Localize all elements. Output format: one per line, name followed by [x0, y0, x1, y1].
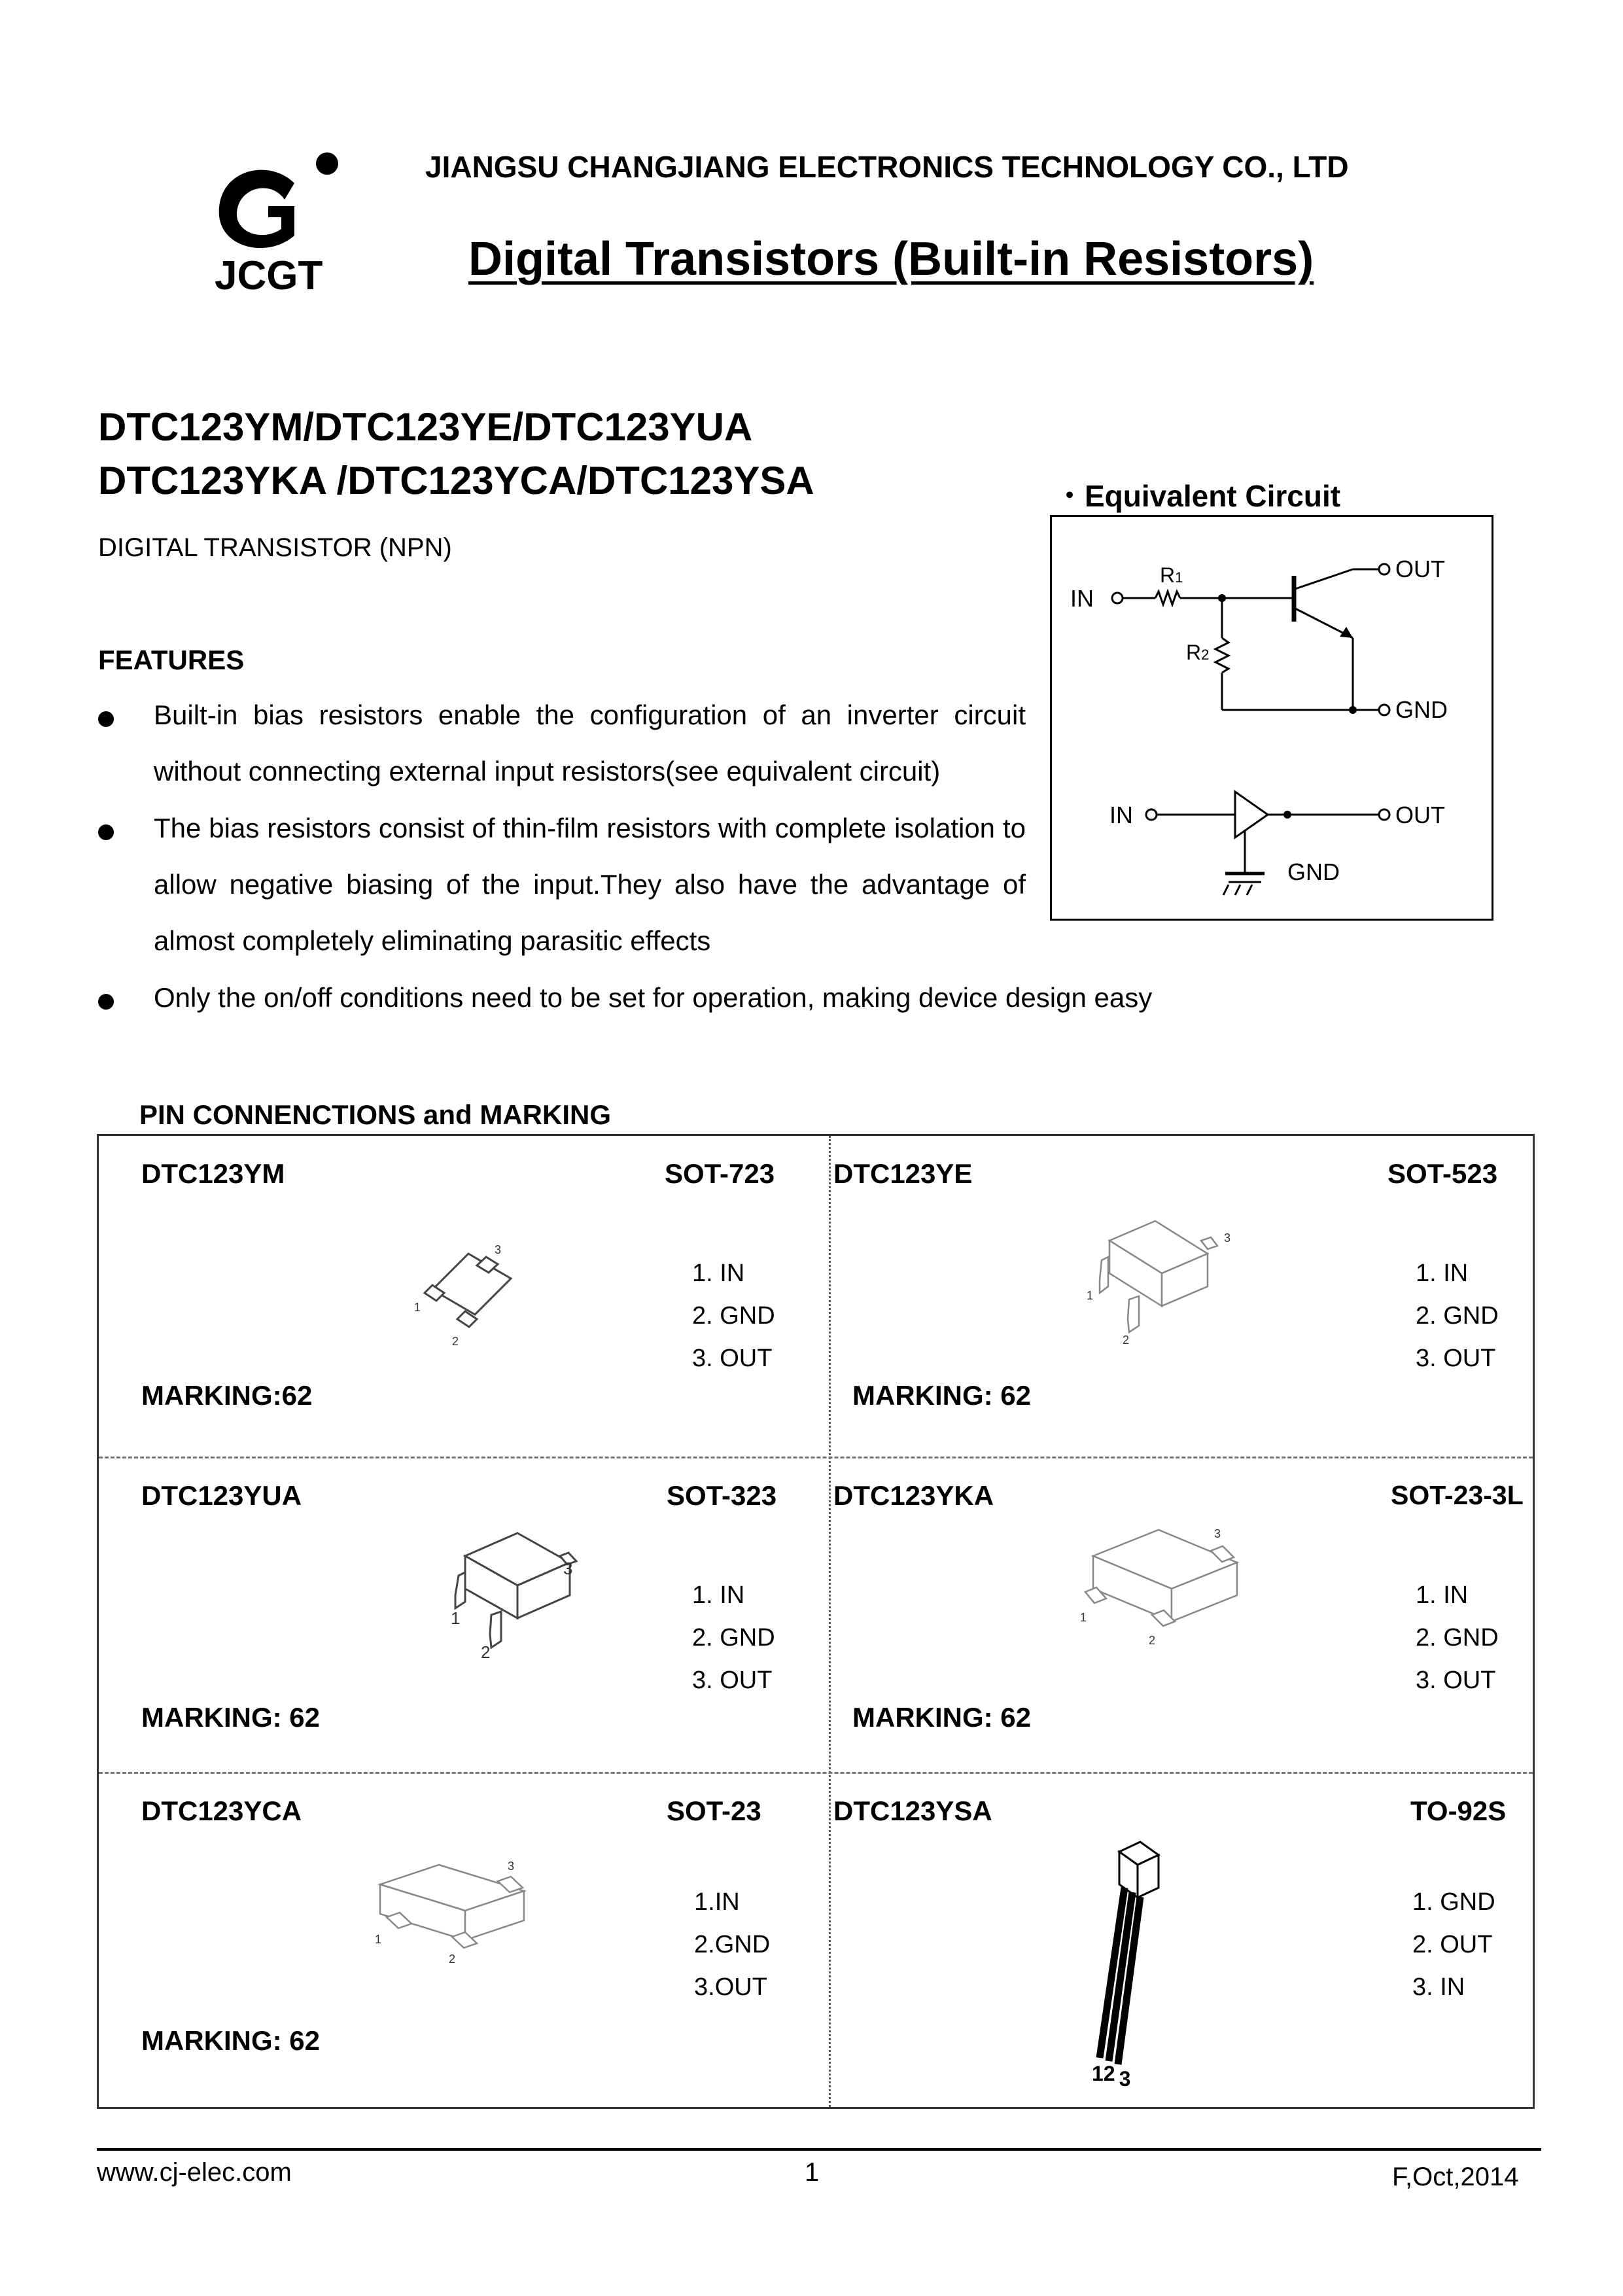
svg-text:2: 2 — [1123, 1333, 1130, 1347]
package-part-name: DTC123YCA — [141, 1795, 302, 1826]
package-cell-dtc123yua — [99, 1458, 825, 1771]
circuit-in-label: IN — [1070, 585, 1094, 612]
company-name: JIANGSU CHANGJIANG ELECTRONICS TECHNOLOGY CO., LTD — [425, 150, 1349, 184]
package-marking: MARKING: 62 — [852, 1702, 1032, 1733]
page-number: 1 — [805, 2158, 820, 2187]
inverter-in-label: IN — [1109, 802, 1133, 828]
pin-list: 1. IN 2. GND 3. OUT — [692, 1581, 775, 1694]
package-part-name: DTC123YSA — [833, 1795, 992, 1826]
company-logo — [196, 144, 353, 301]
resistor-r1-label: R1 — [1160, 563, 1183, 587]
package-type: SOT-323 — [667, 1480, 777, 1511]
part-numbers-line-2: DTC123YKA /DTC123YCA/DTC123YSA — [98, 459, 814, 503]
svg-text:3: 3 — [1224, 1231, 1231, 1245]
package-cell-dtc123yka — [831, 1458, 1558, 1771]
sot323-package-drawing — [400, 1517, 573, 1667]
part-numbers-line-1: DTC123YM/DTC123YE/DTC123YUA — [98, 405, 753, 449]
circuit-gnd-label: GND — [1395, 696, 1448, 723]
pin-connections-heading: PIN CONNENCTIONS and MARKING — [139, 1099, 612, 1130]
circuit-out-label: OUT — [1395, 556, 1445, 582]
document-title: Digital Transistors (Built-in Resistors) — [468, 233, 1314, 285]
column-divider — [829, 1136, 831, 2107]
equivalent-circuit-diagram — [1050, 515, 1493, 921]
pin-connections-table — [97, 1134, 1535, 2109]
package-marking: MARKING: 62 — [852, 1380, 1032, 1411]
pin-list: 1. GND 2. OUT 3. IN — [1412, 1888, 1495, 2001]
svg-text:1: 1 — [451, 1608, 461, 1628]
equivalent-circuit-label: ・Equivalent Circuit — [1055, 479, 1341, 513]
inverter-gnd-label: GND — [1287, 858, 1340, 885]
svg-text:1: 1 — [375, 1933, 382, 1946]
package-type: SOT-23 — [667, 1795, 761, 1826]
svg-text:2: 2 — [481, 1642, 491, 1662]
feature-item: Only the on/off conditions need to be set for operation, making device design easy — [154, 982, 1153, 1013]
sot23-package-drawing — [367, 1858, 563, 1969]
footer-url: www.cj-elec.com — [97, 2158, 292, 2187]
svg-text:2: 2 — [449, 1952, 456, 1966]
footer-divider — [97, 2148, 1541, 2151]
package-type: TO-92S — [1410, 1795, 1507, 1826]
footer-date: F,Oct,2014 — [1392, 2163, 1519, 2191]
svg-text:3: 3 — [495, 1243, 502, 1256]
pin-list: 1. IN 2. GND 3. OUT — [1416, 1260, 1499, 1372]
svg-text:1: 1 — [1087, 1289, 1094, 1302]
pin-list: 1.IN 2.GND 3.OUT — [694, 1888, 771, 2001]
package-part-name: DTC123YM — [141, 1158, 285, 1189]
package-marking: MARKING: 62 — [141, 1702, 321, 1733]
pin-list: 1. IN 2. GND 3. OUT — [1416, 1581, 1499, 1694]
svg-text:123: 12 3 — [1092, 2062, 1131, 2091]
svg-text:1: 1 — [414, 1301, 421, 1314]
sot723-package-drawing — [400, 1227, 544, 1352]
features-heading: FEATURES — [98, 645, 245, 675]
package-type: SOT-23-3L — [1391, 1480, 1524, 1510]
package-cell-dtc123ysa — [831, 1773, 1558, 2091]
package-cell-dtc123ym — [99, 1136, 825, 1449]
package-part-name: DTC123YKA — [833, 1480, 994, 1511]
svg-text:2: 2 — [1149, 1634, 1156, 1647]
package-type: SOT-523 — [1387, 1158, 1498, 1189]
package-marking: MARKING:62 — [141, 1380, 313, 1411]
product-subtitle: DIGITAL TRANSISTOR (NPN) — [98, 533, 452, 562]
svg-text:2: 2 — [452, 1335, 459, 1348]
package-marking: MARKING: 62 — [141, 2025, 321, 2056]
svg-text:3: 3 — [508, 1860, 515, 1873]
package-part-name: DTC123YE — [833, 1158, 973, 1189]
package-cell-dtc123yca — [99, 1773, 825, 2086]
bullet — [98, 711, 114, 727]
svg-text:1: 1 — [1080, 1611, 1087, 1624]
bullet — [98, 824, 114, 840]
feature-item: Built-in bias resistors enable the configuration of an inverter circuit without connecting external input resistors(see equivalent circuit) — [154, 699, 1026, 786]
resistor-r2-label: R2 — [1186, 641, 1210, 664]
logo-text: JCGT — [215, 253, 323, 298]
svg-text:3: 3 — [563, 1559, 573, 1578]
package-type: SOT-723 — [665, 1158, 775, 1189]
to92s-package-drawing — [1067, 1839, 1217, 2091]
pin-list: 1. IN 2. GND 3. OUT — [692, 1260, 775, 1372]
sot23-3l-package-drawing — [1073, 1523, 1257, 1667]
feature-item: The bias resistors consist of thin-film resistors with complete isolation to allow negative biasing of the input.They also have the advantage of almost completely eliminating parasitic effects — [154, 813, 1026, 956]
inverter-out-label: OUT — [1395, 802, 1445, 828]
package-cell-dtc123ye — [831, 1136, 1558, 1449]
package-part-name: DTC123YUA — [141, 1480, 302, 1511]
svg-text:3: 3 — [1214, 1527, 1221, 1540]
bullet — [98, 994, 114, 1010]
sot523-package-drawing — [1083, 1201, 1240, 1358]
